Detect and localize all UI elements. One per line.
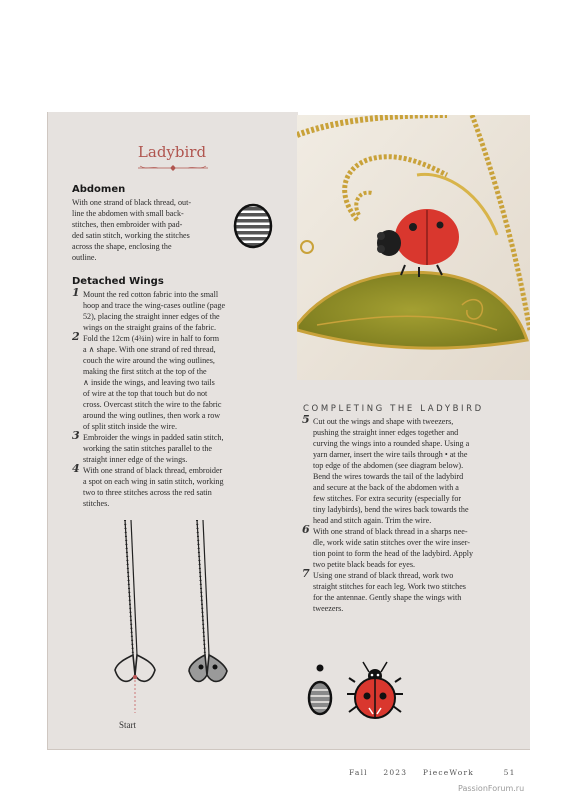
completing-steps (302, 413, 512, 614)
footer-magazine: PieceWork (422, 768, 475, 777)
step-number: 3 (72, 429, 80, 442)
page-footer (349, 768, 528, 777)
step-7: 7 Using one strand of black thread, work two straight stitches for each leg. Work two stitches for the antennae. Gently shape the wings with tweezers. (302, 567, 466, 613)
step-2: 2 Fold the 12cm (4¾in) wire in half to form a ∧ shape. With one strand of red thread, couch the wire around the wing outlines, making the first stitch at the top of the ∧ inside the wings, and leaving two tails of wire at the top that touch but do not cross. Overcast stitch the wire to the fabric around the wing outlines, then work a row of split stitch inside the wire. (72, 330, 222, 431)
finished-ladybird-diagram (347, 662, 403, 718)
step-1: 1 Mount the red cotton fabric into the small hoop and trace the wing-cases outline (page 52), placing the straight inner edges of the wings on the straight grains of the fabric. (72, 286, 226, 332)
step-number: 1 (72, 286, 80, 299)
detached-wings-heading: Detached Wings (72, 276, 164, 287)
page-number: 51 (503, 768, 516, 777)
wire-outline-diagram (115, 520, 155, 713)
abdomen-satin-stitch-icon (232, 202, 274, 250)
detached-wings-steps (72, 286, 264, 509)
step-6: 6 With one strand of black thread in a sharps nee- dle, work wide satin stitches over the wire inser- tion point to form the head of the ladybird. Apply two petite black beads for eyes. (302, 523, 474, 569)
step-5: 5 Cut out the wings and shape with tweezers, pushing the straight inner edges together and curving the wings into a rounded shape. Using a yarn darner, insert the wire tails through • at the top edge of the abdomen (see diagram below). Bend the wires towards the tail of the ladybird and secure at the back of the abdomen with a few stitches. For extra security (especially for tiny ladybirds), bend the wires back towards the head and stitch again. Trim the wire. (302, 413, 470, 525)
ladybird-embroidery-photo (297, 115, 530, 380)
step-3: 3 Embroider the wings in padded satin stitch, working the satin stitches parallel to the straight inner edge of the wings. (72, 429, 224, 464)
ladybird-assembly-diagram (303, 660, 413, 722)
step-number: 2 (72, 330, 80, 343)
abdomen-diagram (309, 665, 331, 715)
step-number: 4 (72, 462, 80, 475)
footer-year: 2023 (383, 768, 408, 777)
watermark: PassionForum.ru (458, 784, 525, 793)
step-number: 6 (302, 523, 310, 536)
wire-satin-diagram (189, 520, 227, 681)
step-number: 5 (302, 413, 310, 426)
abdomen-text: With one strand of black thread, out- line the abdomen with small back- stitches, then embroider with pad- ded satin stitch, working the stitches across the shape, enclosing the outline. (72, 198, 192, 262)
title-ornament-icon (136, 164, 210, 172)
step-4: 4 With one strand of black thread, embroider a spot on each wing in satin stitch, working two to three stitches across the red satin stitches. (72, 462, 224, 508)
footer-rule (47, 749, 530, 750)
start-label: Start (119, 720, 136, 730)
section-title: Ladybird (137, 143, 207, 161)
step-number: 7 (302, 567, 310, 580)
wing-wire-diagram (105, 515, 245, 735)
completing-heading: COMPLETING THE LADYBIRD (303, 404, 484, 414)
abdomen-heading: Abdomen (72, 184, 126, 195)
footer-season: Fall (349, 768, 368, 777)
